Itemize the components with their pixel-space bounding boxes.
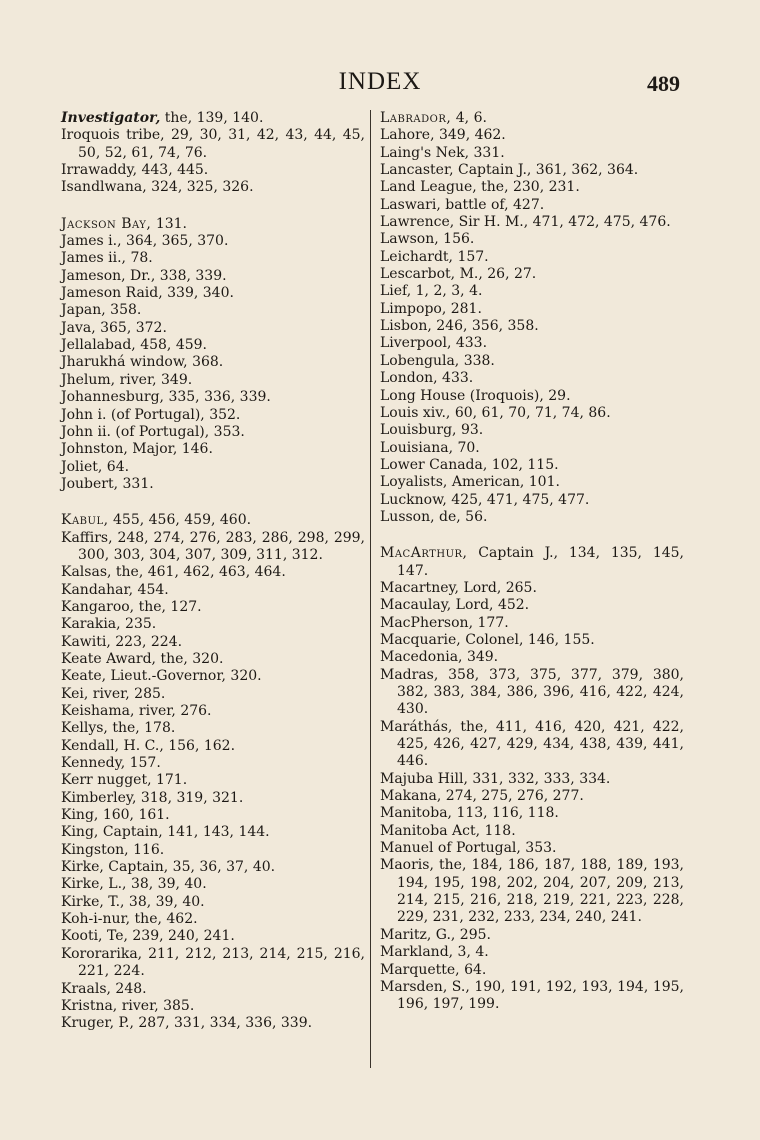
page-header	[0, 68, 760, 100]
index-entry-text: Kawiti, 223, 224.	[61, 633, 183, 650]
index-entry	[61, 946, 365, 981]
index-entry	[61, 320, 365, 337]
index-entry	[61, 842, 365, 859]
index-entry-text: Loyalists, American, 101.	[380, 474, 560, 491]
index-entry	[61, 928, 365, 945]
index-entry-text: Makana, 274, 275, 276, 277.	[380, 788, 584, 805]
index-entry	[61, 981, 365, 998]
index-entry-text: Kraals, 248.	[61, 980, 147, 997]
index-entry	[380, 127, 684, 144]
index-entry	[61, 110, 365, 127]
index-entry	[380, 545, 684, 580]
index-entry	[380, 249, 684, 266]
index-entry	[380, 788, 684, 805]
index-entry	[61, 1015, 365, 1032]
index-entry-text: Kirke, Captain, 35, 36, 37, 40.	[61, 859, 276, 876]
index-entry-text: the, 139, 140.	[160, 110, 264, 126]
index-entry-heading: Labrador,	[380, 110, 452, 126]
index-entry-text: James ii., 78.	[61, 250, 153, 267]
index-entry	[61, 876, 365, 893]
index-entry-text: Manuel of Portugal, 353.	[380, 840, 557, 857]
index-entry	[61, 772, 365, 789]
index-entry-text: Louis xiv., 60, 61, 70, 71, 74, 86.	[380, 404, 611, 421]
index-entry	[380, 405, 684, 422]
index-entry-heading: MacArthur,	[380, 545, 468, 562]
index-entry	[61, 459, 365, 476]
index-entry	[61, 512, 365, 529]
index-entry	[380, 771, 684, 788]
index-entry-text: John i. (of Portugal), 352.	[61, 406, 241, 423]
index-entry-text: Lescarbot, M., 26, 27.	[380, 266, 537, 283]
index-entry-text: Macaulay, Lord, 452.	[380, 597, 530, 614]
index-entry-text: MacPherson, 177.	[380, 614, 509, 631]
index-entry	[380, 457, 684, 474]
index-entry-text: Kendall, H. C., 156, 162.	[61, 737, 236, 754]
index-entry	[380, 318, 684, 335]
index-entry	[61, 807, 365, 824]
index-entry-text: Lobengula, 338.	[380, 352, 495, 369]
index-entry-text: Macartney, Lord, 265.	[380, 579, 537, 596]
index-entry	[61, 233, 365, 250]
index-entry-text: Johannesburg, 335, 336, 339.	[61, 389, 271, 406]
index-entry	[61, 755, 365, 772]
index-entry-text: Jellalabad, 458, 459.	[61, 337, 207, 354]
index-entry	[380, 927, 684, 944]
index-entry	[61, 911, 365, 928]
index-entry	[61, 859, 365, 876]
index-entry-text: King, Captain, 141, 143, 144.	[61, 824, 270, 841]
index-entry-text: Lower Canada, 102, 115.	[380, 456, 559, 473]
index-entry	[380, 353, 684, 370]
index-entry-text: Lucknow, 425, 471, 475, 477.	[380, 491, 590, 508]
index-entry	[61, 302, 365, 319]
index-entry-text: Kingston, 116.	[61, 841, 165, 858]
index-entry-text: Kristna, river, 385.	[61, 997, 195, 1014]
index-entry-text: Captain J., 134, 135, 145, 147.	[397, 545, 684, 579]
index-entry	[380, 944, 684, 961]
index-entry-text: Leichardt, 157.	[380, 248, 489, 265]
index-entry-text: Iroquois tribe, 29, 30, 31, 42, 43, 44, 45, 50, 52, 61, 74, 76.	[61, 127, 365, 161]
index-entry-text: Keate Award, the, 320.	[61, 650, 224, 667]
index-entry-text: Lief, 1, 2, 3, 4.	[380, 283, 483, 300]
index-entry	[380, 110, 684, 127]
section-gap	[61, 197, 365, 216]
index-entry	[380, 214, 684, 231]
index-entry-text: Limpopo, 281.	[380, 300, 482, 317]
index-entry-text: Jameson, Dr., 338, 339.	[61, 267, 227, 284]
index-entry-text: Majuba Hill, 331, 332, 333, 334.	[380, 770, 611, 787]
index-entry-text: Japan, 358.	[61, 302, 142, 319]
index-entry-heading: Investigator,	[61, 110, 161, 126]
index-entry	[380, 823, 684, 840]
index-entry-text: Laing's Nek, 331.	[380, 144, 505, 161]
index-entry	[380, 145, 684, 162]
index-entry-text: Kruger, P., 287, 331, 334, 336, 339.	[61, 1015, 313, 1032]
index-column-right	[380, 110, 684, 1014]
index-entry-text: Markland, 3, 4.	[380, 944, 489, 961]
index-entry-text: Louisburg, 93.	[380, 422, 484, 439]
index-entry-text: Lahore, 349, 462.	[380, 127, 506, 144]
index-entry	[61, 162, 365, 179]
index-entry	[380, 179, 684, 196]
index-entry	[61, 824, 365, 841]
index-entry-text: Koh-i-nur, the, 462.	[61, 911, 198, 928]
index-entry	[61, 424, 365, 441]
index-entry-text: Manitoba, 113, 116, 118.	[380, 805, 559, 822]
index-entry-text: Kei, river, 285.	[61, 685, 166, 702]
index-entry	[61, 372, 365, 389]
index-entry	[61, 389, 365, 406]
index-entry-text: Lawrence, Sir H. M., 471, 472, 475, 476.	[380, 214, 671, 231]
index-entry-text: James i., 364, 365, 370.	[61, 233, 229, 250]
index-entry	[380, 962, 684, 979]
index-entry	[61, 216, 365, 233]
index-entry	[61, 668, 365, 685]
index-entry	[380, 509, 684, 526]
index-entry	[61, 337, 365, 354]
page-number: 489	[647, 71, 680, 96]
index-entry-text: Land League, the, 230, 231.	[380, 179, 580, 196]
index-entry-text: Kooti, Te, 239, 240, 241.	[61, 928, 235, 945]
index-entry-text: Kirke, L., 38, 39, 40.	[61, 876, 207, 893]
index-entry-text: Long House (Iroquois), 29.	[380, 387, 571, 404]
index-entry	[61, 894, 365, 911]
column-divider	[370, 110, 371, 1068]
index-entry-text: Jharukhá window, 368.	[61, 354, 224, 371]
section-gap	[380, 526, 684, 545]
index-entry	[61, 599, 365, 616]
index-entry	[380, 492, 684, 509]
index-entry	[61, 441, 365, 458]
index-entry-text: King, 160, 161.	[61, 807, 170, 824]
index-entry-text: Keate, Lieut.-Governor, 320.	[61, 668, 262, 685]
index-entry-text: Maoris, the, 184, 186, 187, 188, 189, 193, 194, 195, 198, 202, 204, 207, 209, 213, 214, 215, 216, 218, 219, 221, 223, 228, 229, 231, 232, 233, 234, 240, 241.	[380, 857, 684, 926]
index-entry	[61, 476, 365, 493]
index-entry	[380, 857, 684, 926]
index-entry-text: Kennedy, 157.	[61, 755, 161, 772]
index-entry-text: Kirke, T., 38, 39, 40.	[61, 893, 205, 910]
index-entry-text: Joliet, 64.	[61, 458, 130, 475]
index-entry-text: Joubert, 331.	[61, 475, 154, 492]
index-entry	[61, 616, 365, 633]
index-entry-text: Lancaster, Captain J., 361, 362, 364.	[380, 162, 639, 179]
index-entry-text: Kandahar, 454.	[61, 581, 169, 598]
index-entry-text: Marquette, 64.	[380, 961, 487, 978]
index-entry-text: Karakia, 235.	[61, 616, 157, 633]
index-entry	[61, 127, 365, 162]
index-entry	[380, 266, 684, 283]
page-title: INDEX	[338, 68, 422, 95]
index-entry	[61, 250, 365, 267]
index-entry	[380, 719, 684, 771]
index-entry	[61, 285, 365, 302]
index-entry	[61, 582, 365, 599]
section-gap	[61, 493, 365, 512]
index-entry	[380, 370, 684, 387]
index-entry	[380, 805, 684, 822]
index-entry-text: Maráthás, the, 411, 416, 420, 421, 422, 425, 426, 427, 429, 434, 438, 439, 441, 446.	[380, 718, 684, 770]
index-entry	[380, 388, 684, 405]
index-entry-text: Maritz, G., 295.	[380, 926, 491, 943]
index-entry-text: Macquarie, Colonel, 146, 155.	[380, 631, 595, 648]
index-entry	[380, 840, 684, 857]
index-entry-text: Java, 365, 372.	[61, 319, 167, 336]
index-entry	[380, 301, 684, 318]
index-entry-text: Laswari, battle of, 427.	[380, 196, 545, 213]
index-entry-text: Macedonia, 349.	[380, 649, 499, 666]
index-entry-text: Irrawaddy, 443, 445.	[61, 162, 209, 179]
index-entry	[380, 422, 684, 439]
index-entry	[61, 790, 365, 807]
index-entry-text: Madras, 358, 373, 375, 377, 379, 380, 382, 383, 384, 386, 396, 416, 422, 424, 430.	[380, 666, 684, 718]
index-entry	[61, 720, 365, 737]
index-entry-text: Jameson Raid, 339, 340.	[61, 285, 234, 302]
index-entry	[380, 440, 684, 457]
index-entry	[380, 162, 684, 179]
index-entry-heading: Jackson Bay,	[61, 215, 152, 232]
index-entry-text: Marsden, S., 190, 191, 192, 193, 194, 195, 196, 197, 199.	[380, 978, 684, 1013]
index-entry	[61, 564, 365, 581]
index-entry-text: Liverpool, 433.	[380, 335, 488, 352]
index-entry	[61, 407, 365, 424]
index-column-left	[61, 110, 365, 1033]
index-entry	[61, 268, 365, 285]
index-entry-heading: Kabul,	[61, 512, 109, 529]
index-entry	[380, 283, 684, 300]
index-entry	[61, 651, 365, 668]
index-entry-text: Kimberley, 318, 319, 321.	[61, 789, 244, 806]
index-entry-text: Kalsas, the, 461, 462, 463, 464.	[61, 564, 286, 581]
index-entry	[61, 703, 365, 720]
index-entry-text: Kaffirs, 248, 274, 276, 283, 286, 298, 299, 300, 303, 304, 307, 309, 311, 312.	[61, 529, 365, 563]
index-entry-text: Keishama, river, 276.	[61, 703, 212, 719]
index-entry	[380, 197, 684, 214]
index-entry	[380, 474, 684, 491]
index-entry	[61, 738, 365, 755]
index-entry	[61, 998, 365, 1015]
index-entry	[380, 231, 684, 248]
index-entry	[380, 615, 684, 632]
index-entry	[380, 597, 684, 614]
index-entry-text: Kangaroo, the, 127.	[61, 598, 202, 615]
index-entry	[61, 354, 365, 371]
index-entry	[380, 649, 684, 666]
index-entry-text: Lawson, 156.	[380, 231, 475, 248]
index-entry-text: Lusson, de, 56.	[380, 508, 488, 525]
index-entry	[380, 580, 684, 597]
index-entry	[61, 686, 365, 703]
index-entry-text: Jhelum, river, 349.	[61, 371, 193, 388]
index-entry	[61, 634, 365, 651]
index-entry-text: Kerr nugget, 171.	[61, 772, 188, 789]
index-entry-text: Kororarika, 211, 212, 213, 214, 215, 216, 221, 224.	[61, 945, 365, 980]
index-entry-text: John ii. (of Portugal), 353.	[61, 423, 245, 440]
index-entry-text: 455, 456, 459, 460.	[108, 512, 252, 529]
index-entry	[380, 335, 684, 352]
index-entry-text: Lisbon, 246, 356, 358.	[380, 318, 539, 335]
index-entry-text: London, 433.	[380, 370, 474, 387]
index-entry-text: Isandlwana, 324, 325, 326.	[61, 179, 254, 196]
index-entry	[61, 530, 365, 565]
index-entry	[380, 979, 684, 1014]
index-entry	[380, 632, 684, 649]
index-entry	[61, 179, 365, 196]
index-entry-text: 131.	[151, 215, 187, 232]
index-entry-text: Johnston, Major, 146.	[61, 441, 213, 458]
index-entry-text: Louisiana, 70.	[380, 439, 480, 456]
index-entry-text: Manitoba Act, 118.	[380, 822, 516, 839]
index-entry-text: Kellys, the, 178.	[61, 720, 176, 737]
index-entry-text: 4, 6.	[451, 110, 487, 126]
index-entry	[380, 667, 684, 719]
